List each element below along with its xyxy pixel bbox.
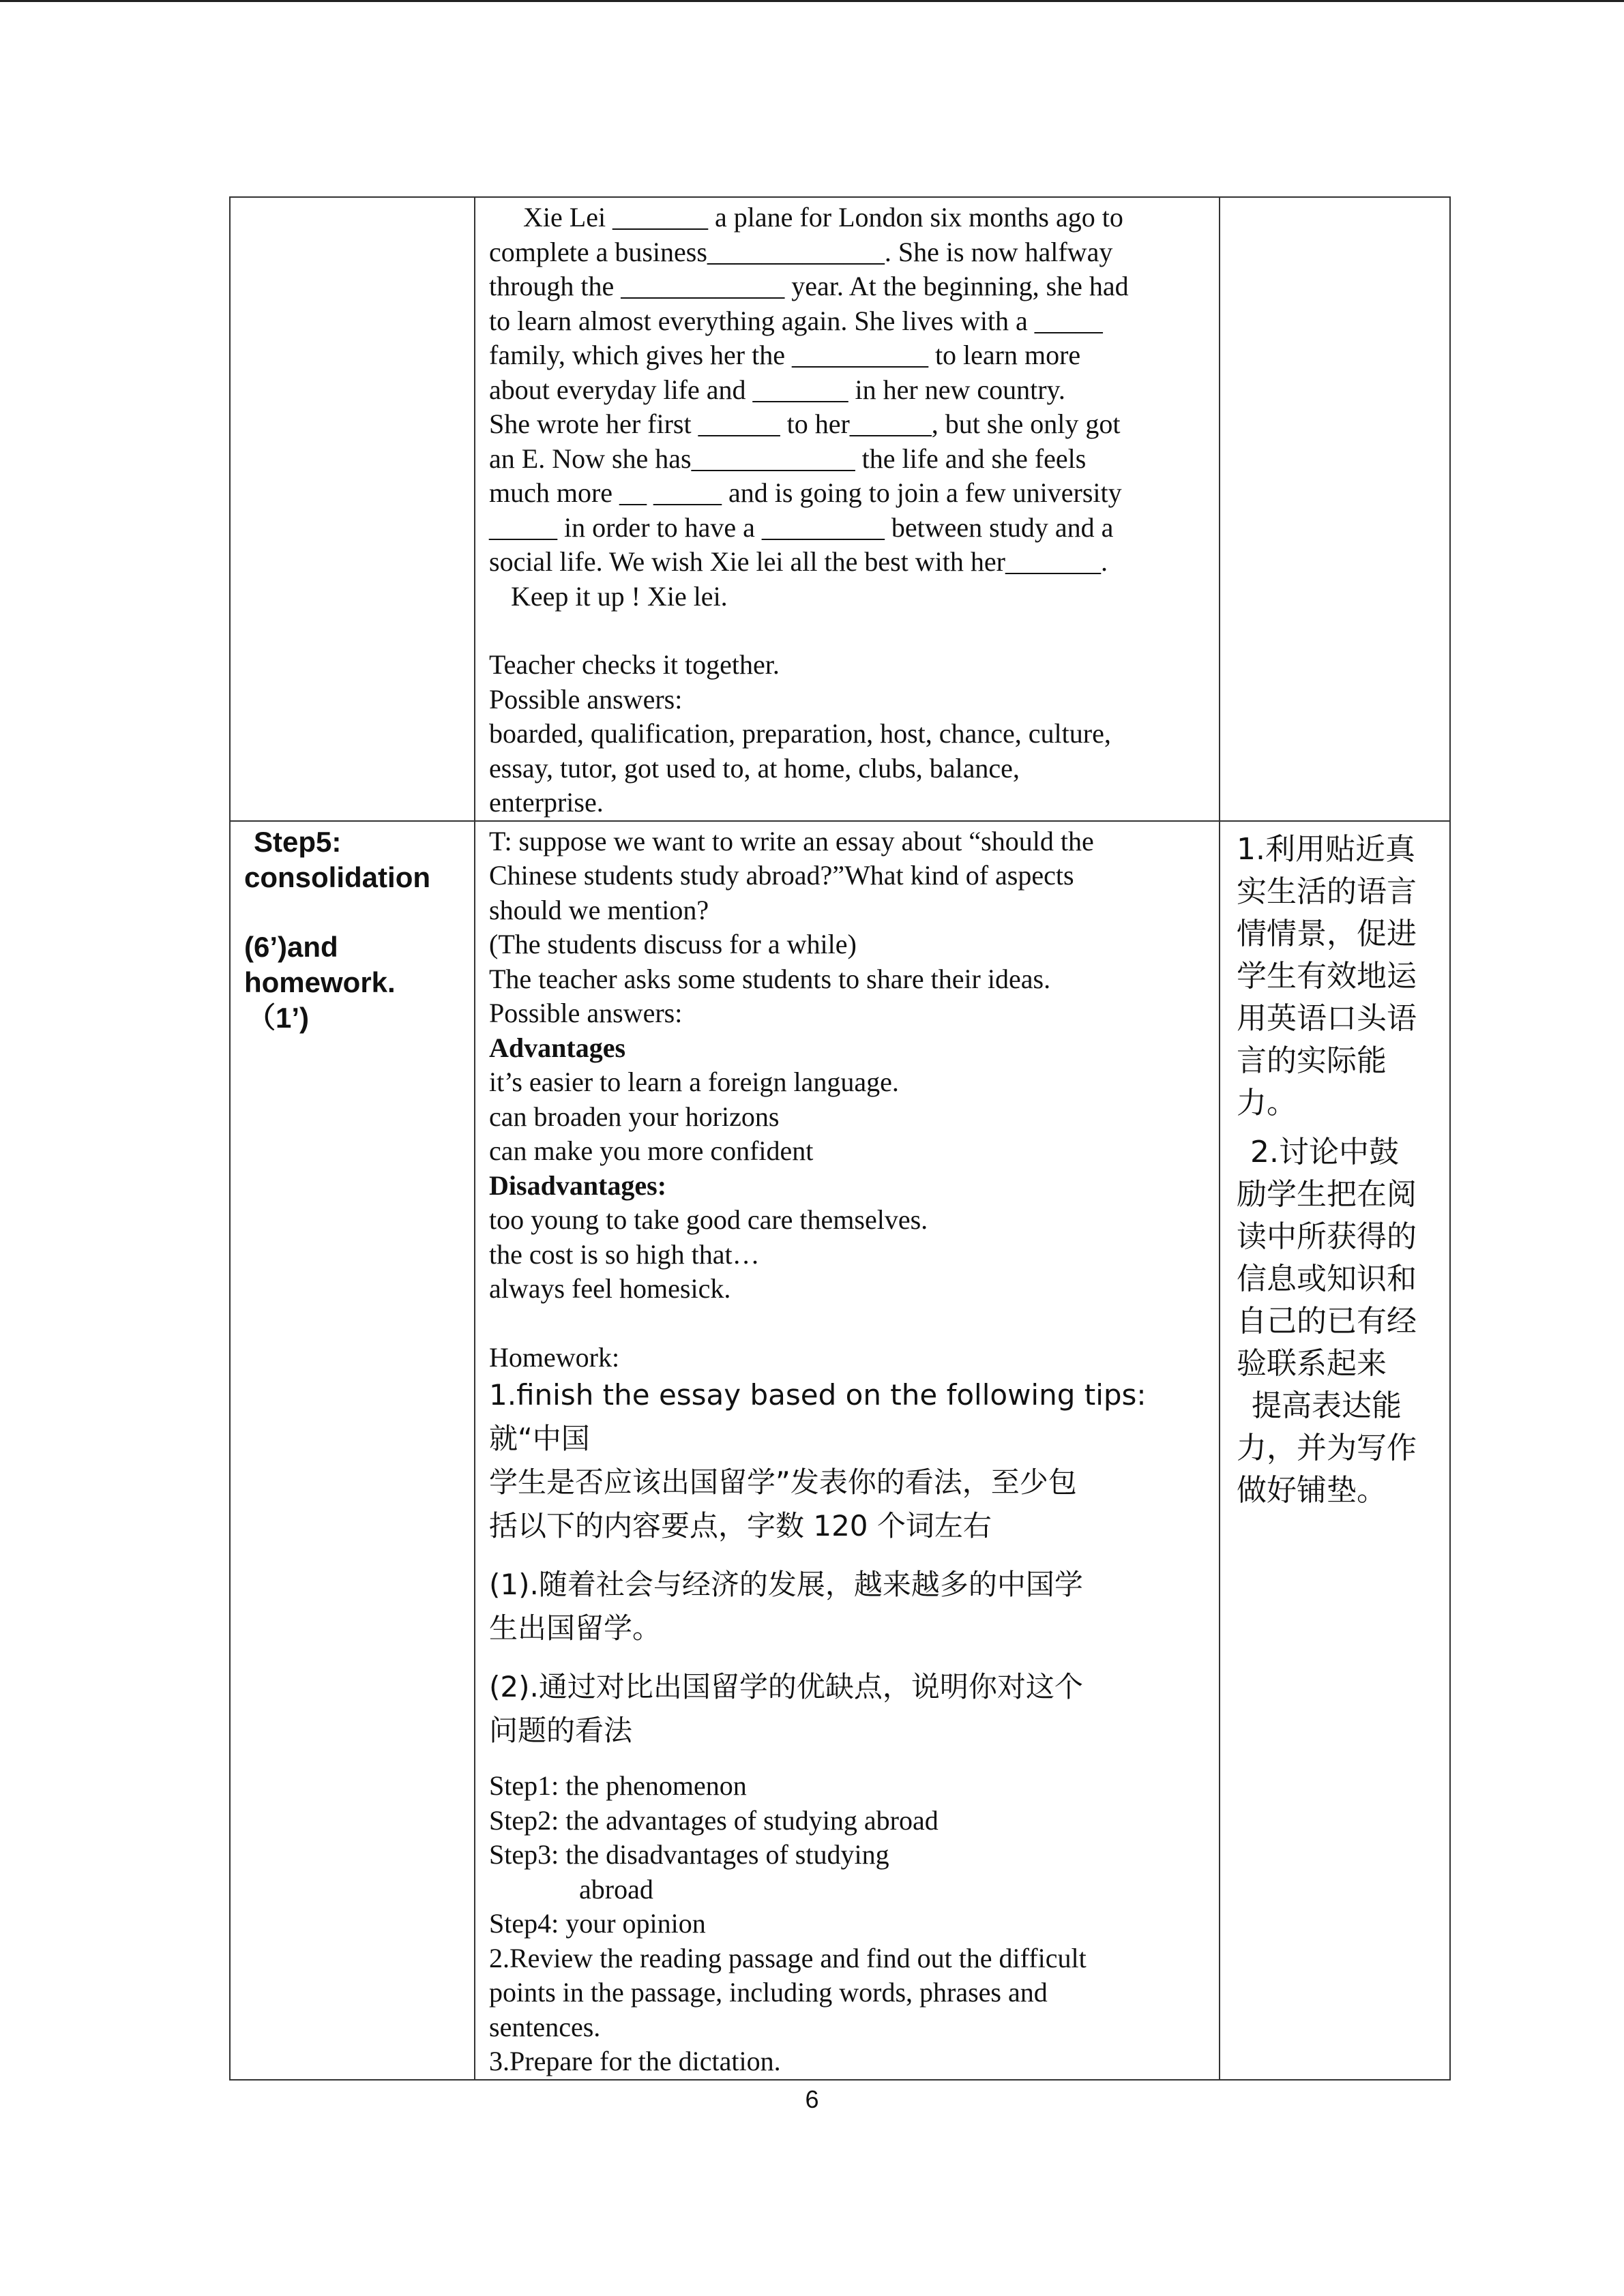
intro-line: Chinese students study abroad?”What kind of aspects (489, 860, 1074, 891)
answer-line: essay, tutor, got used to, at home, clubs, balance, (489, 752, 1020, 784)
cloze-line: She wrote her first ______ to her______, but she only got (489, 408, 1121, 439)
disadvantages-heading: Disadvantages: (489, 1169, 667, 1201)
intro-line: should we mention? (489, 894, 709, 925)
intro-line: The teacher asks some students to share their ideas. (489, 963, 1051, 994)
page-number: 6 (805, 2085, 819, 2113)
table-row (230, 821, 1450, 2080)
homework-item-3: 3.Prepare for the dictation. (489, 2046, 781, 2076)
step-cell (230, 821, 475, 2080)
cloze-line: an E. Now she has____________ the life and she feels (489, 443, 1087, 474)
intro-line: T: suppose we want to write an essay about “should the (489, 825, 1094, 856)
homework-item-1: 学生是否应该出国留学”发表你的看法，至少包 (489, 1465, 1077, 1499)
advantages-heading: Advantages (489, 1032, 626, 1063)
table-row (230, 197, 1450, 821)
cloze-line: social life. We wish Xie lei all the best with her_______. (489, 546, 1108, 577)
step-label: consolidation (244, 861, 430, 893)
disadvantage-item: always feel homesick. (489, 1273, 731, 1304)
note-cell-empty (1220, 197, 1450, 821)
advantage-item: it’s easier to learn a foreign language. (489, 1067, 899, 1097)
essay-step: Step4: your opinion (489, 1908, 706, 1939)
tip-2: (2).通过对比出国留学的优缺点，说明你对这个 (489, 1670, 1083, 1703)
tip-1: 生出国留学。 (489, 1611, 662, 1645)
step-label: Step5: (254, 825, 342, 858)
disadvantage-item: the cost is so high that… (489, 1238, 760, 1270)
essay-step: Step2: the advantages of studying abroad (489, 1804, 939, 1836)
note-2: 2.讨论中鼓 (1250, 1134, 1399, 1169)
homework-item-2: sentences. (489, 2011, 601, 2042)
note-1: 1.利用贴近真 实生活的语言 情情景，促进 学生有效地运 用英语口头语 言的实际能 力。 (1237, 831, 1417, 1120)
intro-line: Possible answers: (489, 998, 683, 1028)
answer-line: enterprise. (489, 787, 604, 818)
cloze-line: to learn almost everything again. She lives with a _____ (489, 305, 1103, 336)
answer-line: boarded, qualification, preparation, host, chance, culture, (489, 718, 1111, 749)
content-cell-consolidation (475, 821, 1220, 2080)
step-time-homework: （1’) (247, 1001, 310, 1034)
tip-2: 问题的看法 (489, 1714, 633, 1747)
homework-item-2: 2.Review the reading passage and find out the difficult (489, 1942, 1087, 1973)
homework-item-2: points in the passage, including words, phrases and (489, 1977, 1048, 2008)
step-cell-empty (230, 197, 475, 821)
homework-heading: Homework: (489, 1341, 620, 1373)
teacher-check: Teacher checks it together. (489, 649, 780, 680)
keep-it-up: Keep it up ! Xie lei. (511, 580, 728, 612)
cloze-line: _____ in order to have a _________ between study and a (489, 511, 1114, 543)
lesson-plan-table (229, 196, 1451, 2081)
cloze-line: family, which gives her the __________ to learn more (489, 340, 1081, 370)
cloze-line: complete a business_____________. She is now halfway (489, 236, 1113, 267)
intro-line: (The students discuss for a while) (489, 929, 857, 959)
possible-answers-label: Possible answers: (489, 683, 683, 715)
step-time: homework. (244, 966, 396, 998)
essay-step: Step3: the disadvantages of studying (489, 1839, 889, 1870)
cloze-line: much more __ _____ and is going to join a few university (489, 477, 1122, 508)
essay-step: Step1: the phenomenon (489, 1770, 747, 1801)
top-border-line (0, 0, 1624, 2)
content-cell-cloze (475, 197, 1220, 821)
advantage-item: can make you more confident (489, 1135, 814, 1166)
cloze-line: through the ____________ year. At the beginning, she had (489, 271, 1129, 301)
cloze-line: about everyday life and _______ in her new country. (489, 374, 1065, 405)
advantage-item: can broaden your horizons (489, 1101, 780, 1132)
cloze-line: Xie Lei _______ a plane for London six months ago to (523, 202, 1123, 233)
note-cell (1220, 821, 1450, 2080)
step-time: (6’)and (244, 930, 338, 963)
essay-step-continued: abroad (579, 1873, 653, 1905)
note-2-body: 励学生把在阅 读中所获得的 信息或知识和 自己的已有经 验联系起来 提高表达能 力，并为写作 做好铺垫。 (1237, 1176, 1417, 1508)
homework-item-1: 1.finish the essay based on the following tips: 就“中国 (489, 1378, 1147, 1455)
homework-item-1: 括以下的内容要点，字数 120 个词左右 (489, 1509, 992, 1542)
tip-1: (1).随着社会与经济的发展，越来越多的中国学 (489, 1568, 1083, 1601)
disadvantage-item: too young to take good care themselves. (489, 1204, 928, 1235)
